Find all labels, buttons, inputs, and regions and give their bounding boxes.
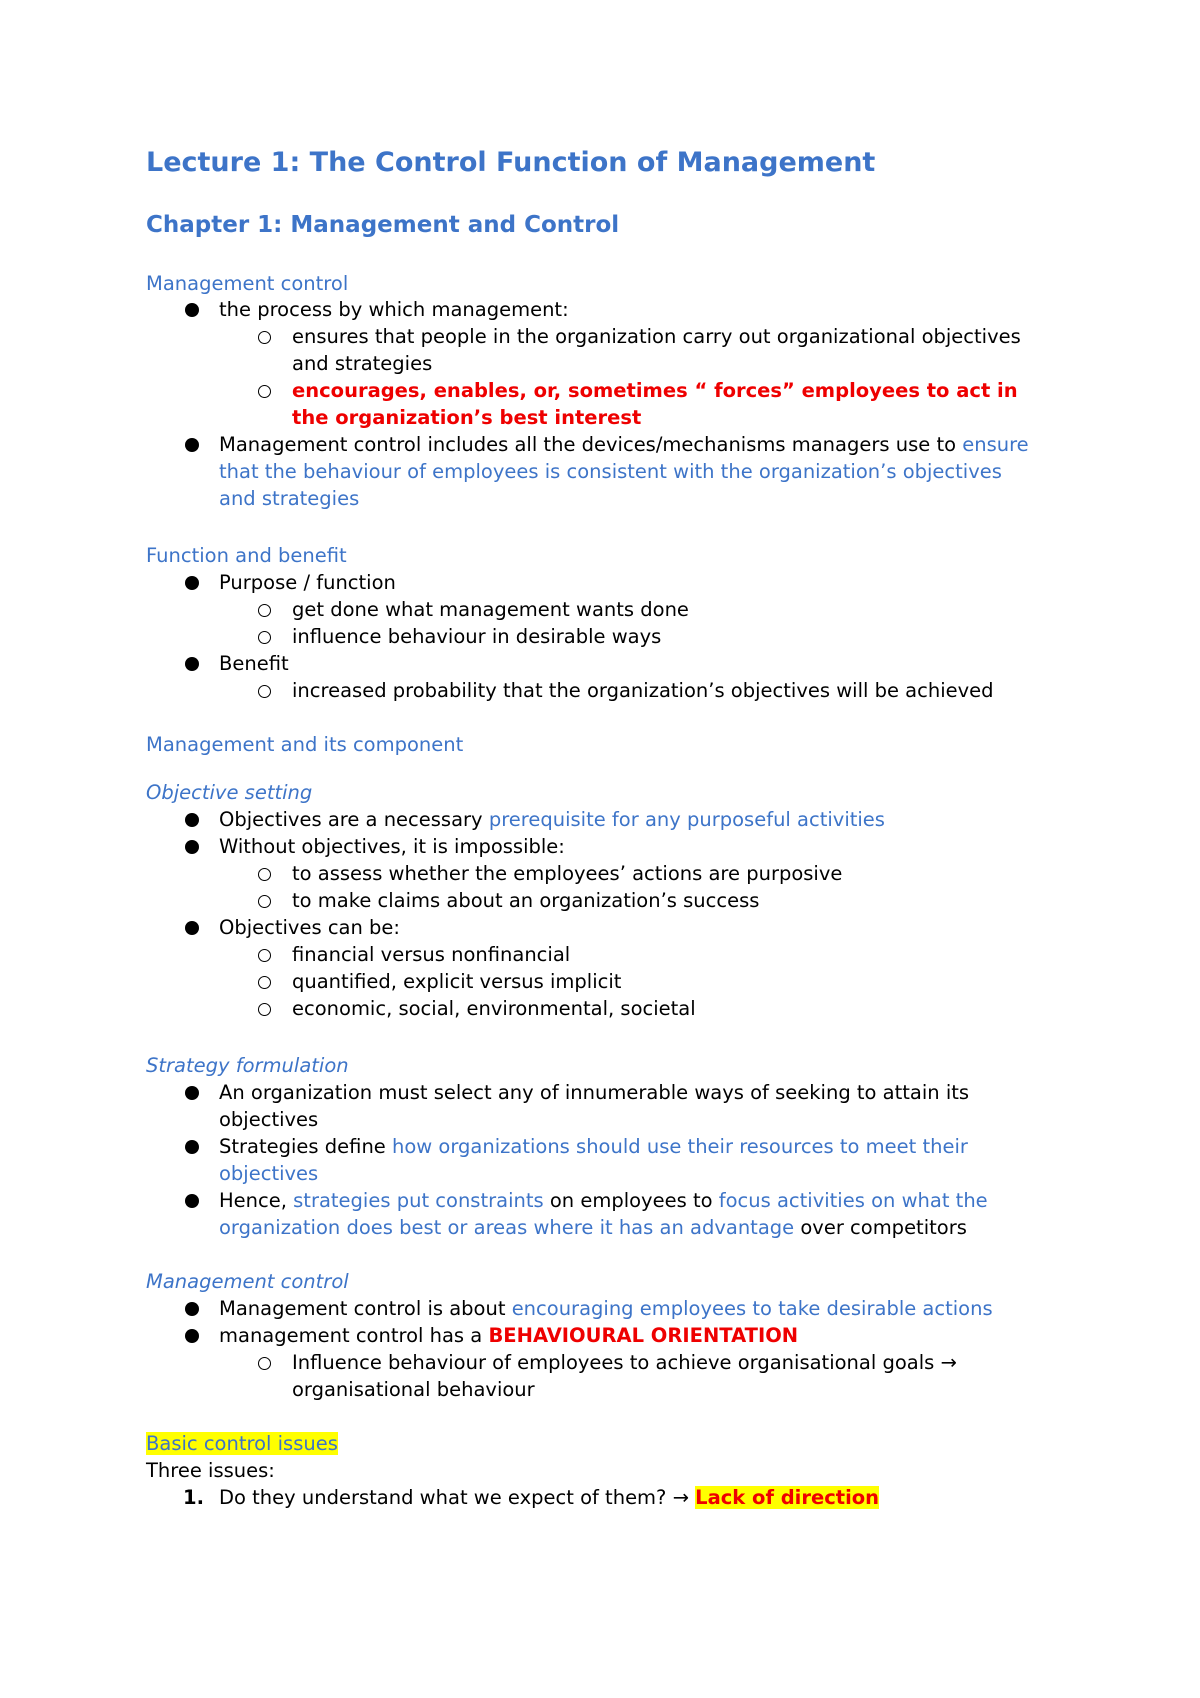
- sub-bullet-icon: [258, 1003, 271, 1016]
- bullet-text: Objectives can be:: [219, 916, 400, 939]
- bullet-text: Benefit: [219, 652, 289, 675]
- sub-bullet-icon: [258, 331, 271, 344]
- bullet-text: objectives: [219, 1162, 319, 1185]
- subsection-heading: Objective setting: [146, 781, 313, 804]
- bullet-text: Management control is about encouraging employees to take desirable actions: [219, 1297, 993, 1320]
- sub-bullet-text: to assess whether the employees’ actions are purposive: [292, 862, 843, 885]
- sub-bullet-text: increased probability that the organization’s objectives will be achieved: [292, 679, 994, 702]
- bullet-text: Purpose / function: [219, 571, 396, 594]
- bullet-text: Management control includes all the devices/mechanisms managers use to ensure: [219, 433, 1029, 456]
- list-number: 1.: [183, 1486, 204, 1509]
- bullet-icon: [185, 657, 199, 671]
- sub-bullet-text: economic, social, environmental, societal: [292, 997, 696, 1020]
- bullet-icon: [185, 303, 199, 317]
- sub-bullet-text: and strategies: [292, 352, 433, 375]
- bullet-text: and strategies: [219, 487, 360, 510]
- emphasis-text: the organization’s best interest: [292, 406, 642, 429]
- bullet-text: management control has a BEHAVIOURAL ORIENTATION: [219, 1324, 799, 1347]
- sub-bullet-text: get done what management wants done: [292, 598, 689, 621]
- subsection-heading: Management control: [146, 1270, 349, 1293]
- sub-bullet-text: quantified, explicit versus implicit: [292, 970, 622, 993]
- sub-bullet-text: ensures that people in the organization carry out organizational objectives: [292, 325, 1021, 348]
- sub-bullet-text: financial versus nonfinancial: [292, 943, 571, 966]
- bullet-text: Hence, strategies put constraints on employees to focus activities on what the: [219, 1189, 988, 1212]
- section-heading: Basic control issues: [146, 1432, 338, 1455]
- sub-bullet-text: organisational behaviour: [292, 1378, 535, 1401]
- bullet-text: Strategies define how organizations should use their resources to meet their: [219, 1135, 968, 1158]
- sub-bullet-icon: [258, 631, 271, 644]
- bullet-icon: [185, 1329, 199, 1343]
- subsection-heading: Strategy formulation: [146, 1054, 349, 1077]
- bullet-text: objectives: [219, 1108, 319, 1131]
- numbered-item-text: Do they understand what we expect of them? → Lack of direction: [219, 1486, 880, 1509]
- bullet-text: An organization must select any of innumerable ways of seeking to attain its: [219, 1081, 970, 1104]
- bullet-icon: [185, 921, 199, 935]
- section-heading: Management and its component: [146, 733, 464, 756]
- bullet-icon: [185, 840, 199, 854]
- bullet-text: that the behaviour of employees is consistent with the organization’s objectives: [219, 460, 1002, 483]
- bullet-text: organization does best or areas where it has an advantage over competitors: [219, 1216, 967, 1239]
- sub-bullet-icon: [258, 868, 271, 881]
- bullet-icon: [185, 1086, 199, 1100]
- bullet-icon: [185, 1140, 199, 1154]
- sub-bullet-icon: [258, 685, 271, 698]
- bullet-icon: [185, 813, 199, 827]
- sub-bullet-icon: [258, 976, 271, 989]
- sub-bullet-icon: [258, 949, 271, 962]
- bullet-icon: [185, 1194, 199, 1208]
- page-title: Lecture 1: The Control Function of Management: [146, 147, 876, 178]
- bullet-icon: [185, 576, 199, 590]
- sub-bullet-text: influence behaviour in desirable ways: [292, 625, 662, 648]
- bullet-icon: [185, 438, 199, 452]
- bullet-text: the process by which management:: [219, 298, 569, 321]
- emphasis-text: encourages, enables, or, sometimes “ forces” employees to act in: [292, 379, 1018, 402]
- chapter-heading: Chapter 1: Management and Control: [146, 212, 620, 238]
- bullet-text: Without objectives, it is impossible:: [219, 835, 565, 858]
- section-heading: Management control: [146, 272, 349, 295]
- paragraph-text: Three issues:: [146, 1459, 275, 1482]
- sub-bullet-icon: [258, 604, 271, 617]
- bullet-text: Objectives are a necessary prerequisite for any purposeful activities: [219, 808, 885, 831]
- section-heading: Function and benefit: [146, 544, 347, 567]
- bullet-icon: [185, 1302, 199, 1316]
- sub-bullet-icon: [258, 385, 271, 398]
- sub-bullet-icon: [258, 895, 271, 908]
- sub-bullet-icon: [258, 1357, 271, 1370]
- sub-bullet-text: to make claims about an organization’s success: [292, 889, 760, 912]
- sub-bullet-text: Influence behaviour of employees to achieve organisational goals →: [292, 1351, 957, 1374]
